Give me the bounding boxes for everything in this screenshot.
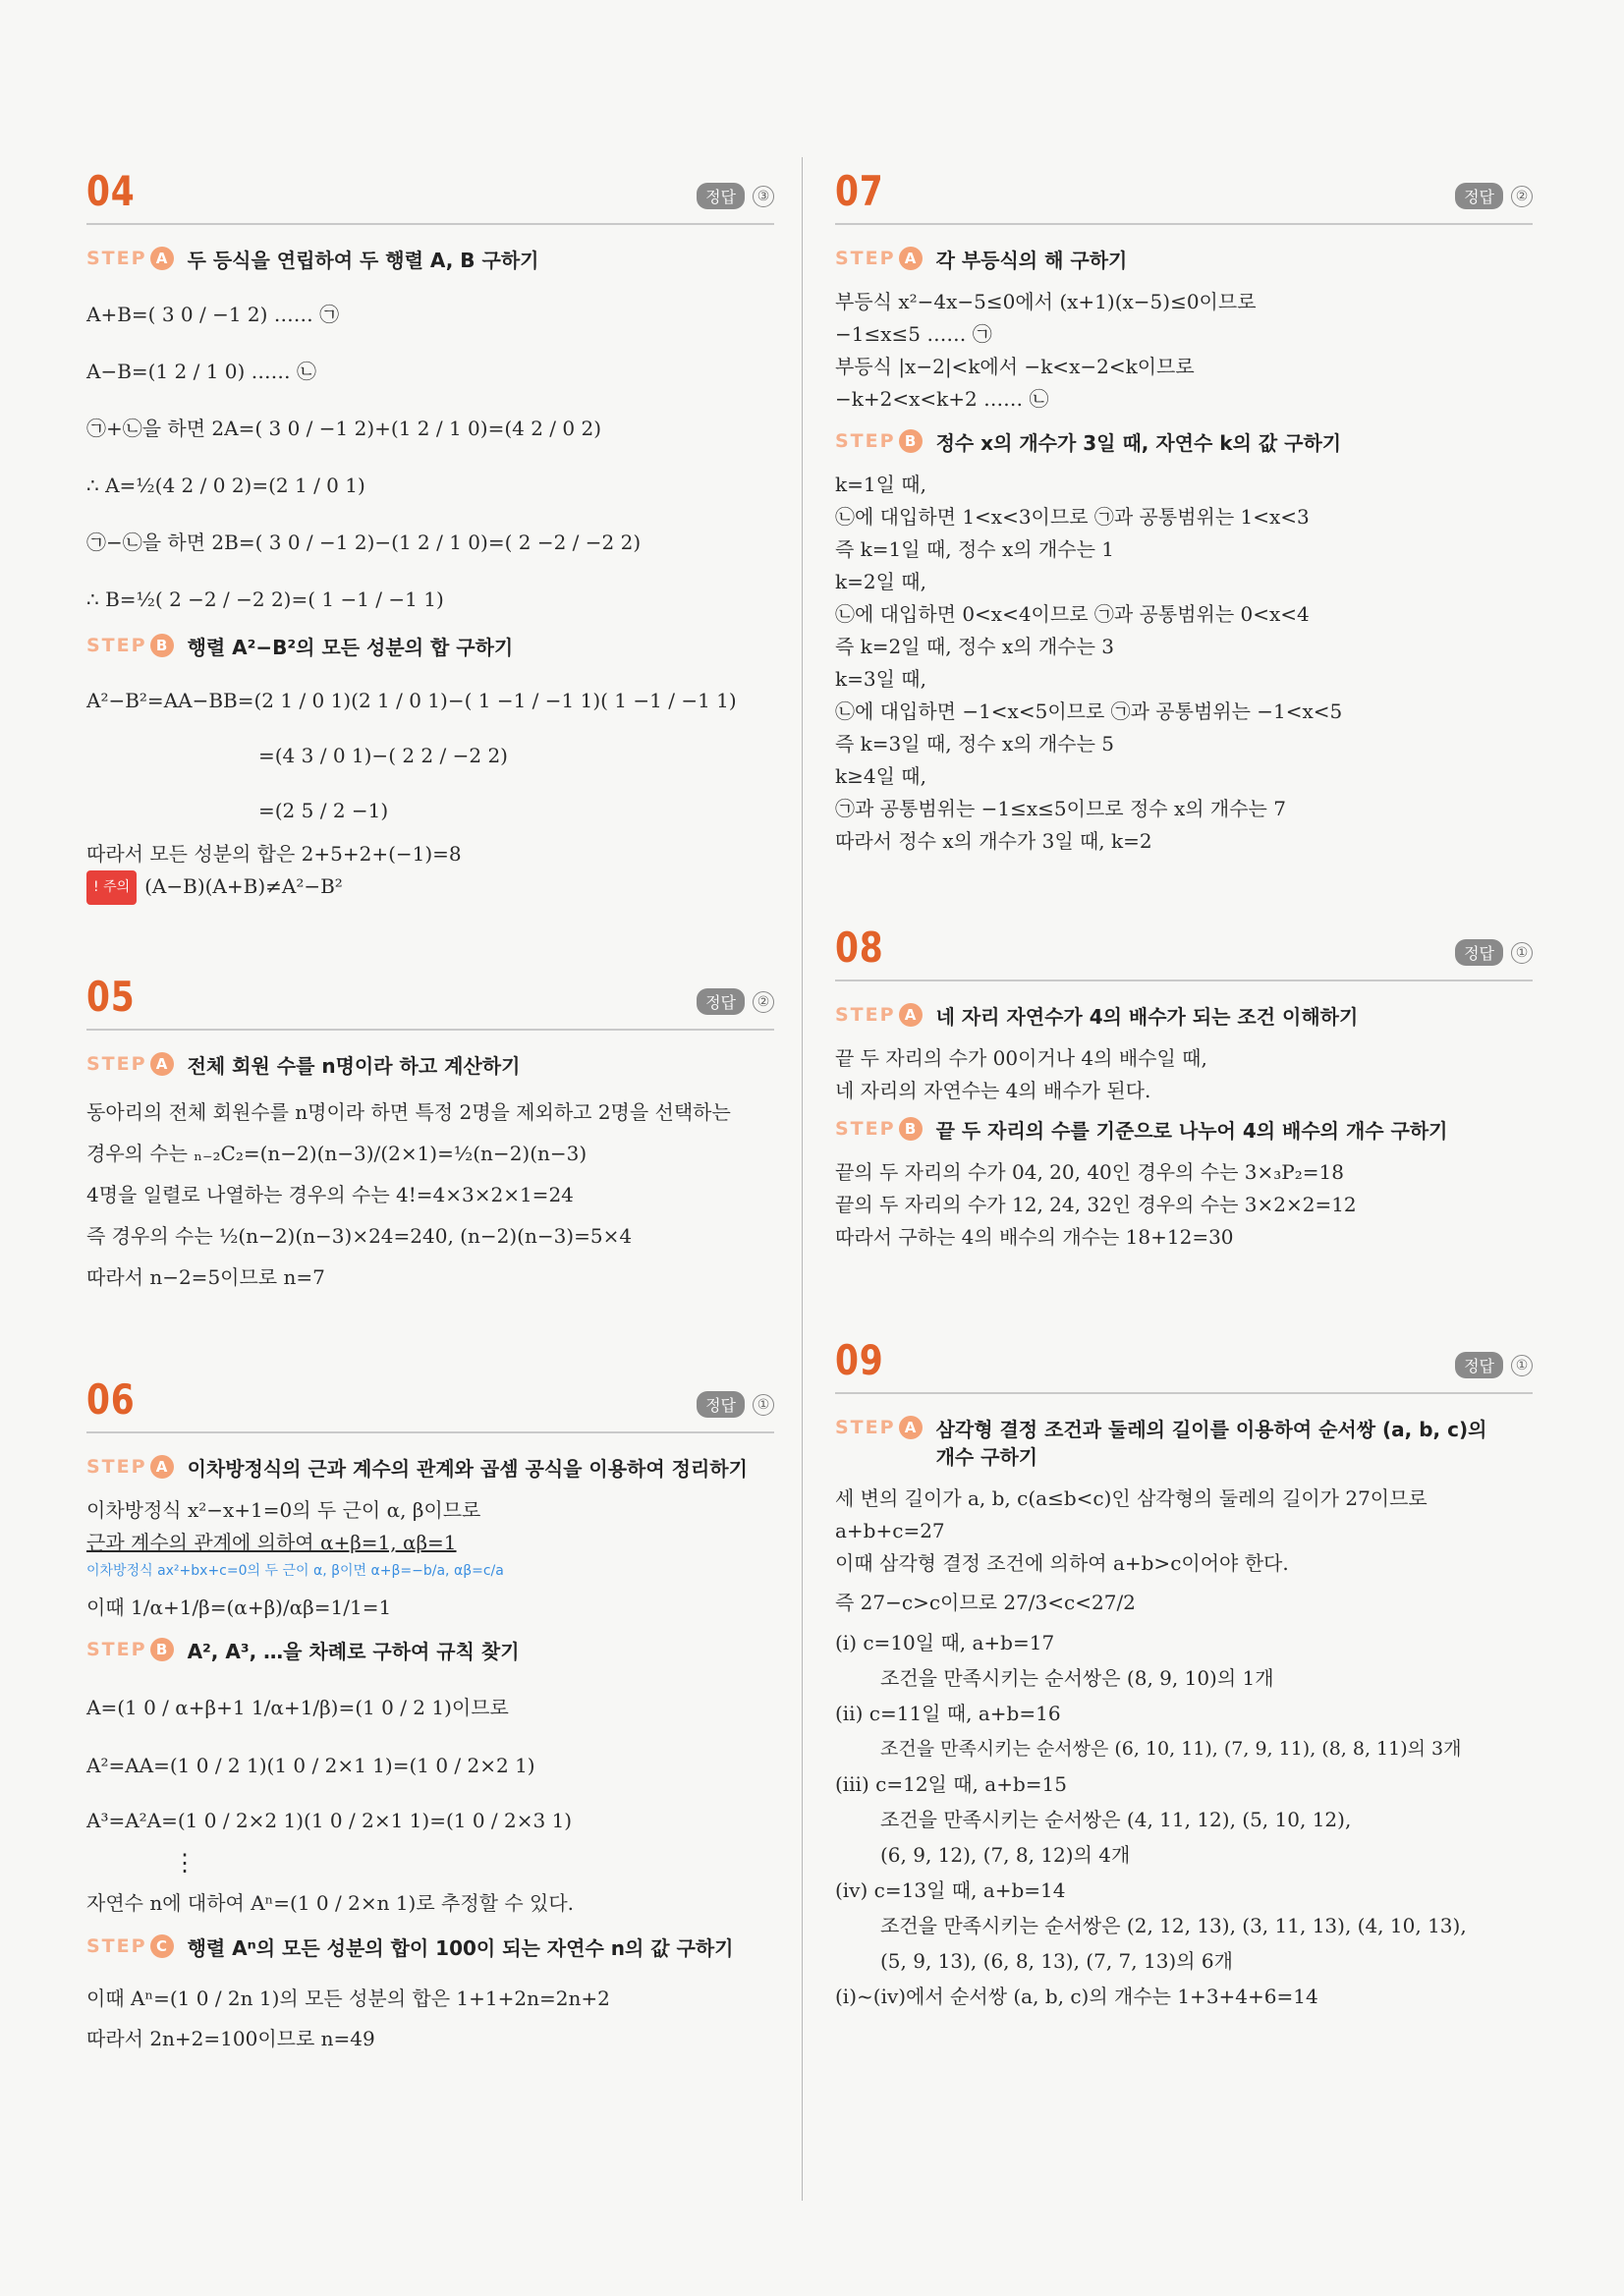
warning-text: (A−B)(A+B)≠A²−B²	[144, 874, 343, 898]
step-tag: STEP B	[835, 1117, 923, 1141]
answer-choice: ①	[1511, 942, 1533, 964]
step-tag: STEP A	[835, 1003, 923, 1027]
solution-line: 따라서 정수 x의 개수가 3일 때, k=2	[835, 829, 1152, 853]
solution-line: 부등식 |x−2|<k에서 −k<x−2<k이므로	[835, 355, 1195, 378]
problem-number: 05	[86, 973, 136, 1021]
hint-note: 이차방정식 ax²+bx+c=0의 두 근이 α, β이면 α+β=−b/a, αβ=c/a	[86, 1563, 504, 1579]
answer-badge: 정답	[1455, 1352, 1503, 1378]
step-tag: STEP C	[86, 1934, 174, 1958]
answer-choice: ②	[753, 991, 774, 1013]
warning-badge: ! 주의	[86, 870, 137, 905]
solution-line: 즉 k=1일 때, 정수 x의 개수는 1	[835, 537, 1114, 561]
solution-line: 네 자리의 자연수는 4의 배수가 된다.	[835, 1079, 1151, 1102]
solution-line: (ⅲ) c=12일 때, a+b=15	[835, 1772, 1067, 1796]
step-title: 이차방정식의 근과 계수의 관계와 곱셈 공식을 이용하여 정리하기	[187, 1457, 748, 1481]
step-title: 행렬 Aⁿ의 모든 성분의 합이 100이 되는 자연수 n의 값 구하기	[187, 1936, 734, 1960]
answer-badge: 정답	[697, 988, 745, 1015]
solution-line: 이때 삼각형 결정 조건에 의하여 a+b>c이어야 한다.	[835, 1551, 1289, 1575]
answer	[1455, 1352, 1533, 1378]
answer-badge: 정답	[1455, 939, 1503, 966]
problem-09	[835, 1336, 1533, 2014]
step-letter: A	[150, 1455, 174, 1479]
step-title: 삼각형 결정 조건과 둘레의 길이를 이용하여 순서쌍 (a, b, c)의 개수 구하기	[935, 1418, 1487, 1469]
solution-line: A³=A²A=(1 0 / 2×2 1)(1 0 / 2×1 1)=(1 0 / 2×3 1)	[86, 1809, 573, 1832]
problem-number: 07	[835, 167, 884, 215]
step-a	[835, 247, 1533, 274]
problem-number: 04	[86, 167, 136, 215]
problem-number: 09	[835, 1336, 884, 1384]
step-a	[86, 1455, 774, 1483]
solution-line: 이때 Aⁿ=(1 0 / 2n 1)의 모든 성분의 합은 1+1+2n=2n+2	[86, 1987, 610, 2010]
solution-line: 이차방정식 x²−x+1=0의 두 근이 α, β이므로	[86, 1498, 481, 1522]
step-tag: STEP A	[835, 247, 923, 270]
step-a	[86, 1052, 774, 1080]
answer	[697, 183, 774, 209]
answer-choice: ②	[1511, 186, 1533, 207]
problem-06	[86, 1375, 774, 2055]
solution-line: 자연수 n에 대하여 Aⁿ=(1 0 / 2×n 1)로 추정할 수 있다.	[86, 1891, 575, 1915]
solution-line: 즉 경우의 수는 ½(n−2)(n−3)×24=240, (n−2)(n−3)=5×4	[86, 1224, 633, 1248]
solution-line: (6, 9, 12), (7, 8, 12)의 4개	[880, 1843, 1131, 1867]
solution-line: (ⅱ) c=11일 때, a+b=16	[835, 1702, 1061, 1725]
step-b	[86, 634, 774, 661]
step-letter: B	[899, 1117, 923, 1141]
solution-line: 조건을 만족시키는 순서쌍은 (8, 9, 10)의 1개	[880, 1666, 1274, 1690]
step-title: A², A³, …을 차례로 구하여 규칙 찾기	[187, 1640, 520, 1663]
solution-line: 즉 k=2일 때, 정수 x의 개수는 3	[835, 635, 1114, 658]
step-title: 정수 x의 개수가 3일 때, 자연수 k의 값 구하기	[935, 431, 1342, 455]
solution-line: k=3일 때,	[835, 667, 926, 691]
step-letter: A	[899, 1003, 923, 1027]
solution-line: 4명을 일렬로 나열하는 경우의 수는 4!=4×3×2×1=24	[86, 1183, 574, 1206]
step-letter: A	[899, 1416, 923, 1439]
problem-header	[86, 1375, 774, 1433]
continuation-dots: ⋮	[173, 1849, 196, 1876]
left-column	[86, 167, 774, 2055]
solution-line: ㉡에 대입하면 −1<x<5이므로 ㉠과 공통범위는 −1<x<5	[835, 700, 1343, 723]
problem-header	[86, 973, 774, 1031]
answer	[1455, 183, 1533, 209]
solution-line: 끝의 두 자리의 수가 04, 20, 40인 경우의 수는 3×₃P₂=18	[835, 1160, 1344, 1184]
solution-line: 따라서 n−2=5이므로 n=7	[86, 1265, 325, 1289]
step-letter: B	[899, 429, 923, 453]
solution-line: 끝의 두 자리의 수가 12, 24, 32인 경우의 수는 3×2×2=12	[835, 1193, 1357, 1216]
solution-line: =(2 5 / 2 −1)	[258, 799, 389, 822]
problem-08	[835, 924, 1533, 1336]
solution-line: 즉 27−c>c이므로 27/3<c<27/2	[835, 1591, 1136, 1614]
solution-line: (ⅳ) c=13일 때, a+b=14	[835, 1878, 1066, 1902]
step-letter: C	[150, 1934, 174, 1958]
answer-badge: 정답	[1455, 183, 1503, 209]
answer-choice: ①	[753, 1394, 774, 1416]
problem-07	[835, 167, 1533, 924]
step-title: 네 자리 자연수가 4의 배수가 되는 조건 이해하기	[935, 1005, 1359, 1029]
solution-line: k=2일 때,	[835, 570, 926, 593]
answer	[697, 988, 774, 1015]
solution-line: 동아리의 전체 회원수를 n명이라 하면 특정 2명을 제외하고 2명을 선택하는	[86, 1100, 731, 1124]
solution-line: =(4 3 / 0 1)−( 2 2 / −2 2)	[258, 744, 508, 767]
solution-line: 조건을 만족시키는 순서쌍은 (6, 10, 11), (7, 9, 11), (8, 8, 11)의 3개	[880, 1738, 1462, 1760]
solution-line: 따라서 구하는 4의 배수의 개수는 18+12=30	[835, 1225, 1234, 1249]
solution-line: ㉡에 대입하면 0<x<4이므로 ㉠과 공통범위는 0<x<4	[835, 602, 1310, 626]
step-a	[86, 247, 774, 274]
answer	[1455, 939, 1533, 966]
solution-line: −k+2<x<k+2 …… ㉡	[835, 387, 1049, 411]
solution-line: (5, 9, 13), (6, 8, 13), (7, 7, 13)의 6개	[880, 1949, 1233, 1973]
solution-line: 따라서 모든 성분의 합은 2+5+2+(−1)=8	[86, 842, 462, 866]
problem-header	[86, 167, 774, 225]
step-b	[835, 429, 1533, 457]
step-c	[86, 1934, 774, 1962]
solution-line: 끝 두 자리의 수가 00이거나 4의 배수일 때,	[835, 1046, 1207, 1070]
step-letter: A	[150, 1052, 174, 1076]
step-tag: STEP A	[86, 247, 174, 270]
problem-header	[835, 1336, 1533, 1394]
right-column	[835, 167, 1533, 2014]
solution-line: 근과 계수의 관계에 의하여 α+β=1, αβ=1	[86, 1531, 457, 1554]
solution-line: A²=AA=(1 0 / 2 1)(1 0 / 2×1 1)=(1 0 / 2×2 1)	[86, 1754, 535, 1777]
step-title: 끝 두 자리의 수를 기준으로 나누어 4의 배수의 개수 구하기	[935, 1119, 1448, 1143]
step-a	[835, 1416, 1533, 1471]
problem-header	[835, 167, 1533, 225]
problem-05	[86, 973, 774, 1366]
step-title: 행렬 A²−B²의 모든 성분의 합 구하기	[187, 636, 514, 659]
step-letter: B	[150, 1638, 174, 1661]
step-tag: STEP B	[86, 634, 174, 657]
solution-line: a+b+c=27	[835, 1519, 945, 1542]
solution-line: 조건을 만족시키는 순서쌍은 (4, 11, 12), (5, 10, 12),	[880, 1808, 1352, 1831]
problem-header	[835, 924, 1533, 981]
solution-line: 따라서 2n+2=100이므로 n=49	[86, 2027, 375, 2050]
step-letter: A	[899, 247, 923, 270]
step-title: 두 등식을 연립하여 두 행렬 A, B 구하기	[187, 249, 539, 272]
solution-line: A=(1 0 / α+β+1 1/α+1/β)=(1 0 / 2 1)이므로	[86, 1696, 509, 1719]
step-a	[835, 1003, 1533, 1031]
solution-line: A+B=( 3 0 / −1 2) …… ㉠	[86, 303, 340, 326]
solution-line: ∴ A=½(4 2 / 0 2)=(2 1 / 0 1)	[86, 474, 365, 497]
step-title: 전체 회원 수를 n명이라 하고 계산하기	[187, 1054, 521, 1078]
step-tag: STEP B	[835, 429, 923, 453]
step-b	[86, 1638, 774, 1665]
problem-04	[86, 167, 774, 953]
solution-line: A²−B²=AA−BB=(2 1 / 0 1)(2 1 / 0 1)−( 1 −1 / −1 1)( 1 −1 / −1 1)	[86, 689, 737, 712]
solution-line: (ⅰ)~(ⅳ)에서 순서쌍 (a, b, c)의 개수는 1+3+4+6=14	[835, 1985, 1318, 2008]
column-divider	[802, 157, 803, 2201]
solution-line: −1≤x≤5 …… ㉠	[835, 322, 992, 346]
answer	[697, 1391, 774, 1418]
solution-line: ∴ B=½( 2 −2 / −2 2)=( 1 −1 / −1 1)	[86, 588, 444, 611]
step-letter: A	[150, 247, 174, 270]
step-tag: STEP A	[86, 1052, 174, 1076]
solution-line: k≥4일 때,	[835, 764, 926, 788]
step-title: 각 부등식의 해 구하기	[935, 249, 1128, 272]
problem-number: 08	[835, 924, 884, 972]
solution-line: 즉 k=3일 때, 정수 x의 개수는 5	[835, 732, 1114, 756]
solution-line: 경우의 수는 ₙ₋₂C₂=(n−2)(n−3)/(2×1)=½(n−2)(n−3)	[86, 1142, 588, 1165]
solution-line: ㉠+㉡을 하면 2A=( 3 0 / −1 2)+(1 2 / 1 0)=(4 2 / 0 2)	[86, 417, 602, 440]
step-tag: STEP B	[86, 1638, 174, 1661]
warning-line	[86, 870, 774, 905]
step-b	[835, 1117, 1533, 1145]
solution-line: 부등식 x²−4x−5≤0에서 (x+1)(x−5)≤0이므로	[835, 290, 1257, 313]
answer-badge: 정답	[697, 183, 745, 209]
solution-line: 세 변의 길이가 a, b, c(a≤b<c)인 삼각형의 둘레의 길이가 27이므로	[835, 1486, 1428, 1510]
problem-number: 06	[86, 1375, 136, 1424]
solution-line: ㉡에 대입하면 1<x<3이므로 ㉠과 공통범위는 1<x<3	[835, 505, 1310, 529]
solution-line: 조건을 만족시키는 순서쌍은 (2, 12, 13), (3, 11, 13), (4, 10, 13),	[880, 1914, 1467, 1937]
step-tag: STEP A	[835, 1416, 923, 1439]
solution-line: 이때 1/α+1/β=(α+β)/αβ=1/1=1	[86, 1596, 392, 1619]
solution-line: ㉠−㉡을 하면 2B=( 3 0 / −1 2)−(1 2 / 1 0)=( 2 −2 / −2 2)	[86, 531, 642, 554]
step-tag: STEP A	[86, 1455, 174, 1479]
solution-line: ㉠과 공통범위는 −1≤x≤5이므로 정수 x의 개수는 7	[835, 797, 1286, 820]
answer-choice: ③	[753, 186, 774, 207]
solution-line: (ⅰ) c=10일 때, a+b=17	[835, 1631, 1055, 1654]
answer-badge: 정답	[697, 1391, 745, 1418]
answer-choice: ①	[1511, 1355, 1533, 1376]
step-letter: B	[150, 634, 174, 657]
solution-line: A−B=(1 2 / 1 0) …… ㉡	[86, 360, 317, 383]
solution-line: k=1일 때,	[835, 473, 926, 496]
